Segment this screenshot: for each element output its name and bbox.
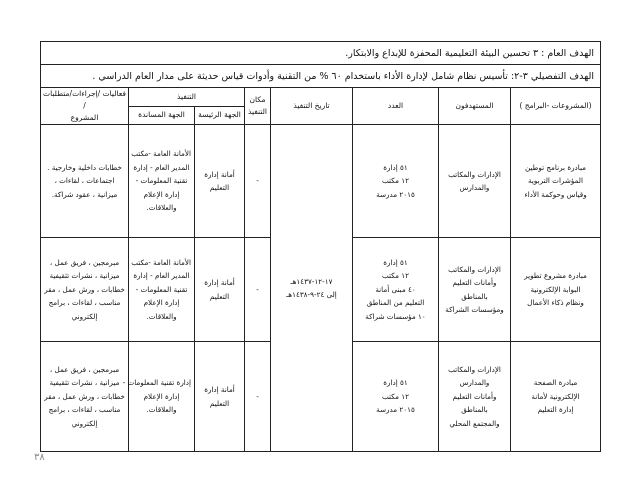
support-cell: إدارة تقنية المعلومات - إدارة الإعلام والعلاقات. — [129, 342, 195, 452]
header-place: مكان التنفيذ — [245, 88, 271, 125]
header-beneficiaries: المستهدفون — [439, 88, 511, 125]
initiative-cell: مبادرة مشروع تطوير البوابة الإلكترونية ونظام ذكاء الأعمال — [511, 238, 601, 342]
initiative-cell: مبادرة برنامج توطين المؤشرات التربوية وقياس وحوكمة الأداء — [511, 125, 601, 238]
lead-cell: أمانة إدارة التعليم — [195, 342, 245, 452]
header-activities: فعاليات /إجراءات/متطلبات / المشروع — [41, 88, 129, 125]
header-execution: التنفيذ — [129, 88, 245, 107]
table-row — [41, 125, 601, 238]
lead-cell: أمانة إدارة التعليم — [195, 238, 245, 342]
date-cell: ١٧-١٢-١٤٣٧هـ إلى ٢٤-٩-١٤٣٨هـ — [271, 125, 353, 452]
header-support: الجهة المساندة — [129, 106, 195, 125]
beneficiaries-cell: الإدارات والمكاتب وأمانات التعليم بالمناطق ومؤسسات الشراكة — [439, 238, 511, 342]
beneficiaries-cell: الإدارات والمكاتب والمدارس — [439, 125, 511, 238]
detailed-goal: الهدف التفصيلي ٣-٢: تأسيس نظام شامل لإدارة الأداء باستخدام ٦٠ % من التقنية وأدوات قياس حديثة على مدار العام الدراسي . — [41, 65, 601, 88]
general-goal: الهدف العام : ٣ تحسين البيئة التعليمية المحفزة للإبداع والابتكار. — [41, 42, 601, 65]
lead-cell: أمانة إدارة التعليم — [195, 125, 245, 238]
page-number: ٣٨ — [34, 452, 45, 463]
place-cell: - — [245, 342, 271, 452]
plan-table — [40, 41, 601, 452]
place-cell: - — [245, 125, 271, 238]
initiative-cell: مبادرة الصفحة الإلكترونية لأمانة إدارة التعليم — [511, 342, 601, 452]
header-date: تاريخ التنفيذ — [271, 88, 353, 125]
support-cell: الأمانة العامة -مكتب المدير العام - إدارة تقنية المعلومات - إدارة الإعلام والعلاقات. — [129, 125, 195, 238]
activities-cell: مبرمجين ، فريق عمل ، ميزانية ، نشرات تثقيفية خطابات ، ورش عمل ، مقر مناسب ، لقاءات ، برامج إلكتروني — [41, 238, 129, 342]
header-lead: الجهة الرئيسة — [195, 106, 245, 125]
count-cell: ٥١ إدارة ١٢ مكتب ٤٠ مبنى أمانة التعليم من المناطق ١٠ مؤسسات شراكة — [353, 238, 439, 342]
support-cell: الأمانة العامة -مكتب المدير العام - إدارة تقنية المعلومات - إدارة الإعلام والعلاقات. — [129, 238, 195, 342]
document-page — [40, 41, 600, 456]
count-cell: ٥١ إدارة ١٢ مكتب ٢٠١٥ مدرسة — [353, 342, 439, 452]
header-count: العدد — [353, 88, 439, 125]
activities-cell: خطابات داخلية وخارجية . اجتماعات ، لقاءات ، ميزانية ، عقود شراكة. — [41, 125, 129, 238]
header-initiatives: (المشروعات -البرامج ) — [511, 88, 601, 125]
activities-cell: مبرمجين ، فريق عمل ، ميزانية ، نشرات تثقيفية خطابات ، ورش عمل ، مقر مناسب ، لقاءات ، برامج إلكتروني — [41, 342, 129, 452]
beneficiaries-cell: الإدارات والمكاتب والمدارس وأمانات التعليم بالمناطق والمجتمع المحلي — [439, 342, 511, 452]
place-cell: - — [245, 238, 271, 342]
count-cell: ٥١ إدارة ١٢ مكتب ٢٠١٥ مدرسة — [353, 125, 439, 238]
